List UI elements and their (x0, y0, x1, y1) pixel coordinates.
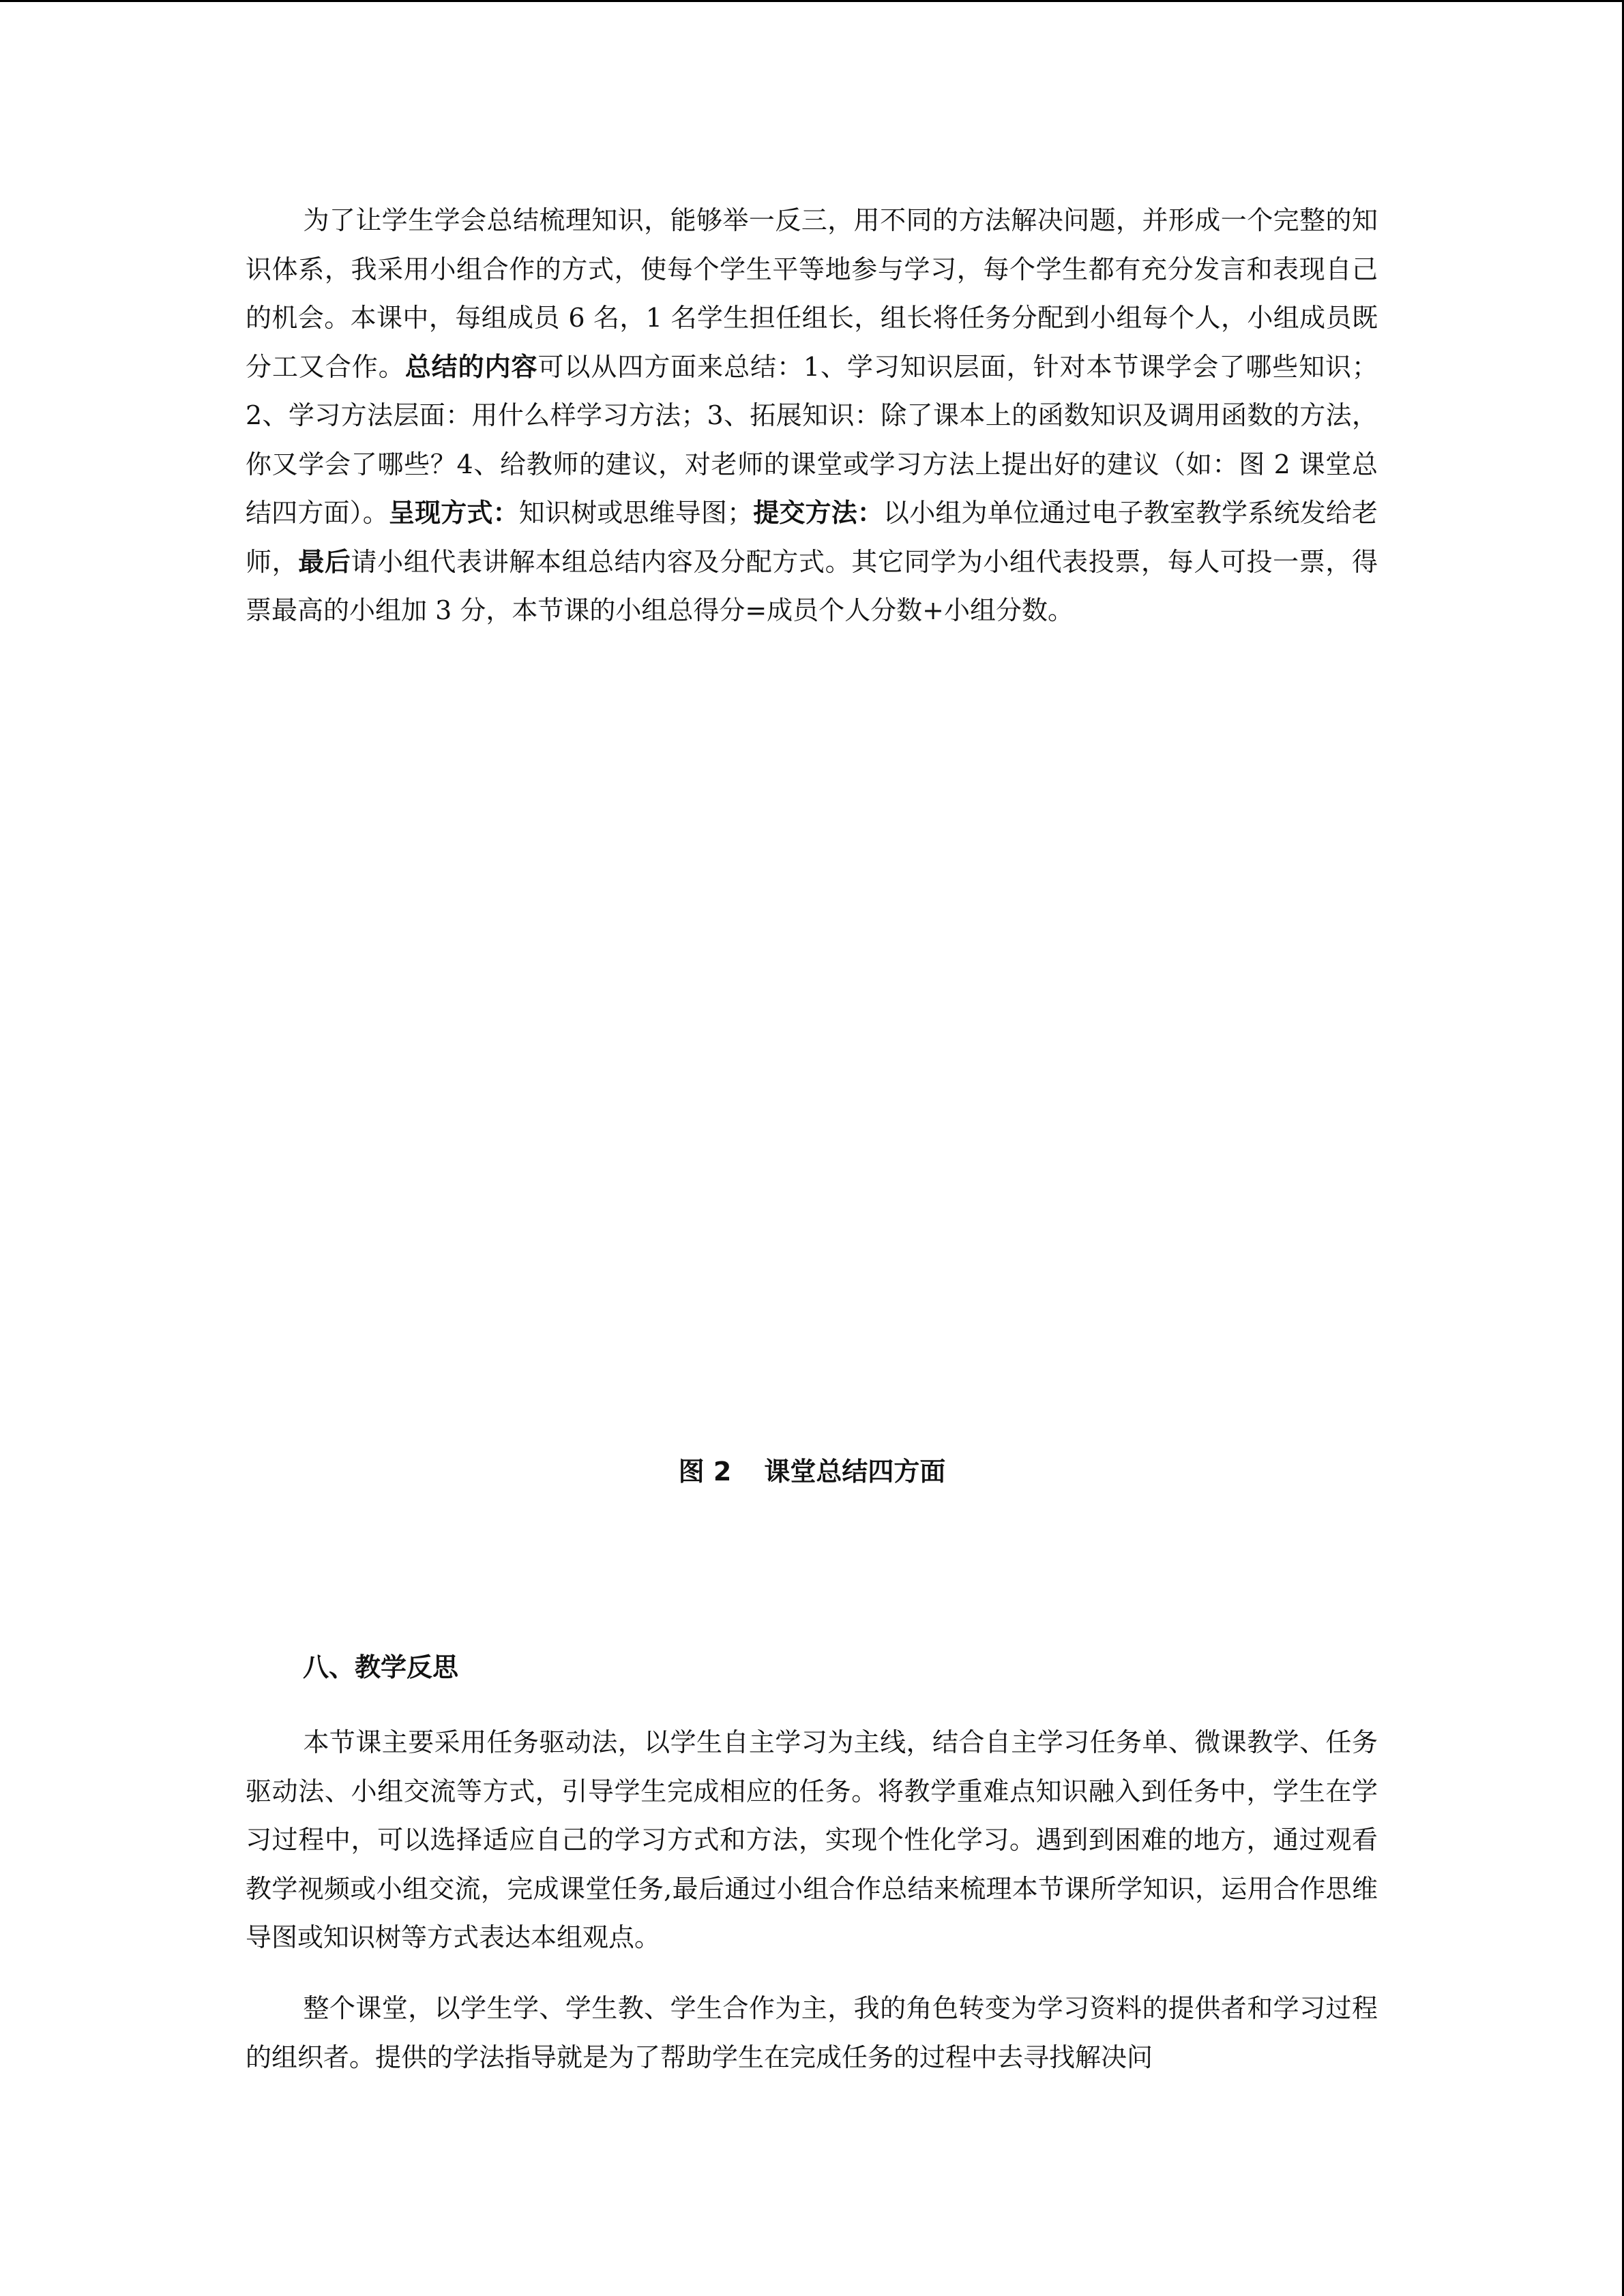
reflection-paragraph-1 (246, 1718, 1378, 1963)
summary-text-part-5: 请小组代表讲解本组总结内容及分配方式。其它同学为小组代表投票，每人可投一票，得票最高的小组加 3 分，本节课的小组总得分=成员个人分数+小组分数。 (246, 546, 1378, 625)
presentation-method-label: 呈现方式： (388, 498, 519, 528)
summary-content-label: 总结的内容 (404, 351, 538, 382)
figure-title: 课堂总结四方面 (764, 1457, 946, 1487)
finally-label: 最后 (298, 546, 351, 577)
reflection-text-2: 整个课堂，以学生学、学生教、学生合作为主，我的角色转变为学习资料的提供者和学习过程的组织者。提供的学法指导就是为了帮助学生在完成任务的过程中去寻找解决问 (246, 1993, 1378, 2072)
summary-paragraph (246, 196, 1378, 636)
section-heading-teaching-reflection: 八、教学反思 (303, 1652, 459, 1682)
summary-text-part-3: 知识树或思维导图； (518, 498, 754, 528)
summary-text-part-2: 可以从四方面来总结：1、学习知识层面，针对本节课学会了哪些知识；2、学习方法层面：用什么样学习方法；3、拓展知识：除了课本上的函数知识及调用函数的方法，你又学会了哪些？4、给教师的建议，对老师的课堂或学习方法上提出好的建议（如：图 2 课堂总结四方面）。 (246, 351, 1378, 528)
submission-method-label: 提交方法： (753, 498, 884, 528)
figure-caption (0, 1451, 1624, 1492)
reflection-text-1: 本节课主要采用任务驱动法，以学生自主学习为主线，结合自主学习任务单、微课教学、任务驱动法、小组交流等方式，引导学生完成相应的任务。将教学重难点知识融入到任务中，学生在学习过程中，可以选择适应自己的学习方式和方法，实现个性化学习。遇到到困难的地方，通过观看教学视频或小组交流，完成课堂任务,最后通过小组合作总结来梳理本节课所学知识，运用合作思维导图或知识树等方式表达本组观点。 (246, 1727, 1378, 1952)
figure-number: 图 2 (678, 1457, 732, 1487)
reflection-paragraph-2 (246, 1984, 1378, 2082)
page-top-border (0, 0, 1624, 2)
summary-text-part-1: 为了让学生学会总结梳理知识，能够举一反三，用不同的方法解决问题，并形成一个完整的知识体系，我采用小组合作的方式，使每个学生平等地参与学习，每个学生都有充分发言和表现自己的机会。本课中，每组成员 6 名，1 名学生担任组长，组长将任务分配到小组每个人，小组成员既分工又合作。 (246, 205, 1378, 382)
summary-text-part-4: 以小组为单位通过电子教室教学系统发给老师， (246, 498, 1378, 577)
figure-2-image-area (246, 696, 1378, 1418)
